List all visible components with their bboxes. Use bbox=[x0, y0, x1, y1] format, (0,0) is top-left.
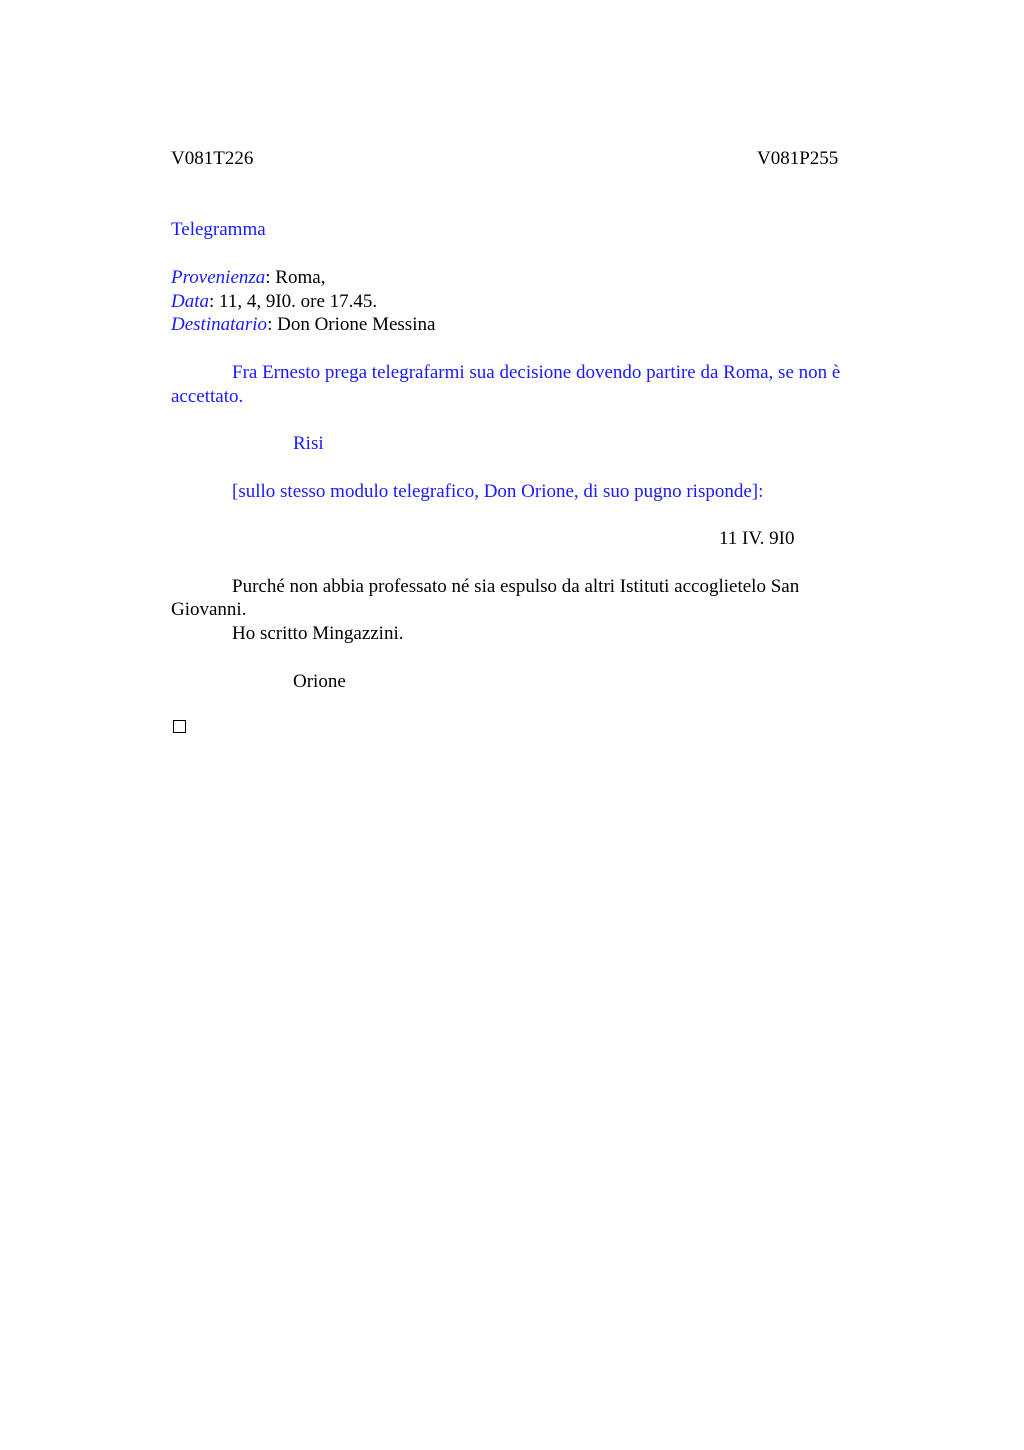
message-line-1: Fra Ernesto prega telegrafarmi sua decisione dovendo partire da Roma, se non è bbox=[232, 362, 841, 383]
reply-line-3: Ho scritto Mingazzini. bbox=[232, 623, 404, 644]
provenienza-label: Provenienza bbox=[171, 267, 266, 288]
reply-line-2: Giovanni. bbox=[171, 599, 247, 620]
reply-signature: Orione bbox=[293, 671, 346, 692]
data-value: : 11, 4, 9I0. ore 17.45. bbox=[209, 291, 378, 312]
destinatario-label: Destinatario bbox=[171, 314, 268, 335]
message-line-2: accettato. bbox=[171, 386, 244, 407]
end-marker-box bbox=[173, 720, 186, 733]
editorial-note: [sullo stesso modulo telegrafico, Don Orione, di suo pugno risponde]: bbox=[232, 481, 764, 502]
provenienza-row bbox=[171, 266, 325, 289]
document-code-left: V081T226 bbox=[171, 148, 254, 169]
provenienza-value: : Roma, bbox=[265, 267, 326, 288]
destinatario-row bbox=[171, 313, 435, 336]
document-heading: Telegramma bbox=[171, 219, 266, 240]
data-row bbox=[171, 290, 377, 313]
data-label: Data bbox=[171, 291, 209, 312]
document-code-right: V081P255 bbox=[757, 148, 839, 169]
destinatario-value: : Don Orione Messina bbox=[267, 314, 436, 335]
reply-line-1: Purché non abbia professato né sia espulso da altri Istituti accoglietelo San bbox=[232, 576, 800, 597]
reply-date: 11 IV. 9I0 bbox=[719, 528, 795, 549]
message-signature: Risi bbox=[293, 433, 324, 454]
